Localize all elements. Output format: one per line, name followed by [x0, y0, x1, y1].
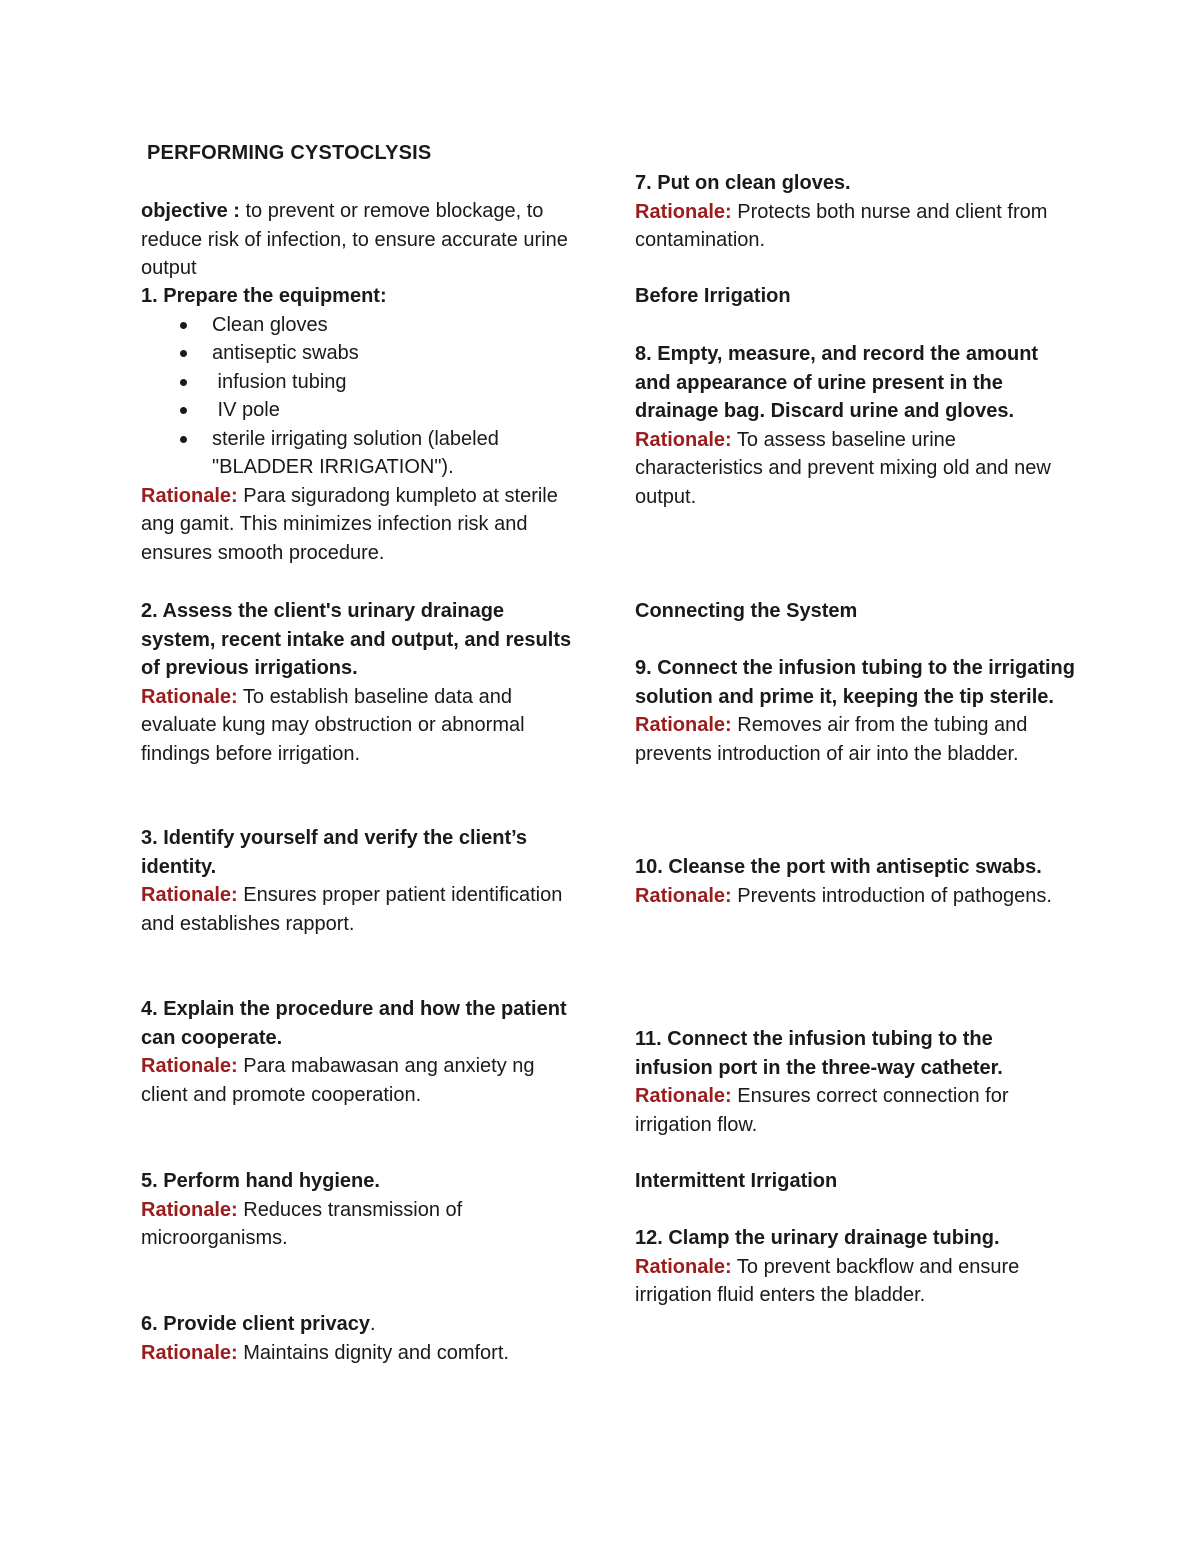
- bullet-icon: [180, 350, 187, 357]
- rationale-text: Reduces transmission of microorganisms.: [141, 1198, 463, 1249]
- list-item: [141, 368, 581, 397]
- rationale-label: Rationale:: [635, 884, 732, 907]
- rationale-label: Rationale:: [635, 714, 732, 736]
- step-12-rationale: [635, 1253, 1075, 1310]
- list-item-text: IV pole: [212, 399, 280, 421]
- step-8: [635, 340, 1075, 511]
- bullet-icon: [180, 407, 187, 414]
- step-6-heading-line: [141, 1310, 581, 1339]
- step-4-rationale: [141, 1052, 581, 1109]
- step-1-rationale: [141, 482, 581, 568]
- rationale-label: Rationale:: [141, 884, 238, 906]
- list-item-text: antiseptic swabs: [212, 342, 359, 364]
- document-title-block: [141, 139, 581, 168]
- step-11-rationale: [635, 1082, 1075, 1139]
- step-3-rationale: [141, 881, 581, 938]
- rationale-text: Para mabawasan ang anxiety ng client and promote cooperation.: [141, 1055, 535, 1106]
- rationale-label: Rationale:: [635, 1255, 732, 1278]
- section-before-irrigation: [635, 282, 1075, 311]
- step-7: [635, 169, 1075, 255]
- list-item: [141, 396, 581, 425]
- objective-block: [141, 197, 581, 283]
- step-2-rationale: [141, 683, 581, 769]
- objective-text: to prevent or remove blockage, to reduce risk of infection, to ensure accurate urine output: [141, 200, 568, 279]
- list-item-text: infusion tubing: [212, 370, 347, 393]
- step-9-heading: 9. Connect the infusion tubing to the irrigating solution and prime it, keeping the tip sterile.: [635, 657, 1075, 708]
- step-6-heading-tail: .: [370, 1313, 376, 1335]
- step-1-heading: 1. Prepare the equipment:: [141, 285, 387, 307]
- section-intermittent-irrigation: [635, 1167, 1075, 1196]
- step-8-rationale: [635, 426, 1075, 512]
- step-5-rationale: [141, 1196, 581, 1253]
- step-7-heading: 7. Put on clean gloves.: [635, 172, 851, 194]
- rationale-text: Ensures correct connection for irrigation flow.: [635, 1085, 1009, 1136]
- step-11: [635, 1025, 1075, 1139]
- bullet-icon: [180, 436, 187, 443]
- step-10-heading: 10. Cleanse the port with antiseptic swabs.: [635, 856, 1042, 878]
- step-10-rationale: [635, 882, 1075, 911]
- rationale-text: Ensures proper patient identification and establishes rapport.: [141, 884, 563, 935]
- rationale-text: Prevents introduction of pathogens.: [731, 884, 1052, 907]
- step-5-heading: 5. Perform hand hygiene.: [141, 1170, 380, 1192]
- step-1: [141, 282, 581, 567]
- step-11-heading: 11. Connect the infusion tubing to the infusion port in the three-way catheter.: [635, 1028, 1003, 1079]
- step-8-heading: 8. Empty, measure, and record the amount and appearance of urine present in the drainage bag. Discard urine and gloves.: [635, 343, 1039, 422]
- section-heading: Intermittent Irrigation: [635, 1170, 838, 1192]
- step-2-heading: 2. Assess the client's urinary drainage system, recent intake and output, and results of previous irrigations.: [141, 600, 572, 679]
- rationale-label: Rationale:: [635, 1085, 732, 1107]
- step-9: [635, 654, 1075, 768]
- section-heading: Before Irrigation: [635, 285, 791, 307]
- step-4-heading: 4. Explain the procedure and how the patient can cooperate.: [141, 998, 567, 1049]
- step-4: [141, 995, 581, 1109]
- rationale-label: Rationale:: [635, 428, 732, 451]
- rationale-label: Rationale:: [141, 1055, 238, 1077]
- rationale-text: Removes air from the tubing and prevents introduction of air into the bladder.: [635, 714, 1028, 765]
- list-item: [141, 339, 581, 368]
- list-item: [141, 311, 581, 340]
- list-item: [141, 425, 581, 482]
- rationale-text: Para siguradong kumpleto at sterile ang gamit. This minimizes infection risk and ensures smooth procedure.: [141, 484, 558, 564]
- step-6-rationale: [141, 1339, 581, 1368]
- objective-paragraph: [141, 197, 581, 283]
- step-3-heading: 3. Identify yourself and verify the client’s identity.: [141, 827, 528, 878]
- list-item-text: Clean gloves: [212, 313, 328, 336]
- step-3: [141, 824, 581, 938]
- step-10: [635, 853, 1075, 910]
- document-title: PERFORMING CYSTOCLYSIS: [147, 142, 432, 164]
- step-2: [141, 597, 581, 768]
- rationale-label: Rationale:: [141, 1341, 238, 1364]
- rationale-text: Protects both nurse and client from contamination.: [635, 200, 1048, 251]
- rationale-label: Rationale:: [635, 200, 732, 223]
- section-connecting-system: [635, 597, 1075, 626]
- bullet-icon: [180, 322, 187, 329]
- step-12: [635, 1224, 1075, 1310]
- rationale-label: Rationale:: [141, 685, 238, 708]
- step-12-heading: 12. Clamp the urinary drainage tubing.: [635, 1227, 1000, 1249]
- rationale-text: Maintains dignity and comfort.: [237, 1341, 509, 1364]
- objective-label: objective :: [141, 200, 240, 222]
- step-5: [141, 1167, 581, 1253]
- section-heading: Connecting the System: [635, 600, 858, 622]
- equipment-list: [141, 311, 581, 482]
- bullet-icon: [180, 379, 187, 386]
- step-6-heading: 6. Provide client privacy: [141, 1313, 370, 1335]
- step-6: [141, 1310, 581, 1367]
- step-9-rationale: [635, 711, 1075, 768]
- list-item-text: sterile irrigating solution (labeled "BLADDER IRRIGATION").: [212, 427, 499, 478]
- rationale-text: To assess baseline urine characteristics and prevent mixing old and new output.: [635, 428, 1051, 508]
- rationale-label: Rationale:: [141, 1198, 238, 1221]
- rationale-text: To establish baseline data and evaluate kung may obstruction or abnormal findings before irrigation.: [141, 685, 525, 765]
- rationale-label: Rationale:: [141, 484, 238, 507]
- step-7-rationale: [635, 198, 1075, 255]
- rationale-text: To prevent backflow and ensure irrigation fluid enters the bladder.: [635, 1255, 1020, 1306]
